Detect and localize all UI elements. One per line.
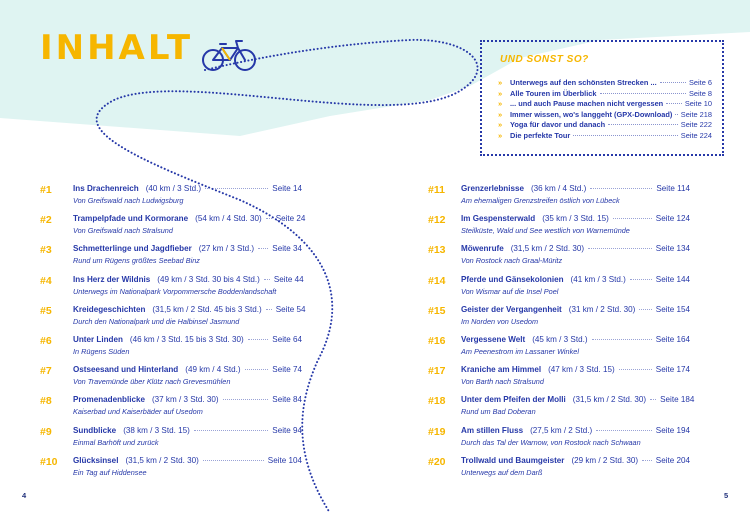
tour-number: #12: [428, 214, 446, 227]
tour-meta: (27,5 km / 2 Std.): [530, 425, 593, 435]
double-chevron-icon: »: [498, 99, 503, 109]
tour-number: #17: [428, 365, 446, 378]
page-number-left: 4: [22, 491, 27, 500]
sidebox-link-label: Immer wissen, wo's langgeht (GPX-Download): [510, 109, 673, 119]
tour-number: #18: [428, 395, 446, 408]
tour-number: #9: [40, 425, 52, 438]
toc-entry[interactable]: [428, 184, 690, 214]
tour-title: Pferde und Gänsekolonien: [461, 274, 564, 284]
tour-page: Seite 74: [272, 365, 302, 375]
tour-meta: (49 km / 4 Std.): [185, 365, 241, 375]
sidebox-link-label: Unterwegs auf den schönsten Strecken ...: [510, 78, 657, 87]
tour-page: Seite 64: [272, 334, 302, 344]
tour-number: #10: [40, 455, 58, 468]
page-title: INHALT: [40, 28, 194, 68]
tour-number: #7: [40, 365, 52, 378]
toc-column-right: [428, 184, 695, 486]
toc-entry[interactable]: [40, 456, 302, 486]
tour-page: Seite 204: [655, 455, 690, 465]
toc-entry[interactable]: [428, 426, 690, 456]
tour-subtitle: Steilküste, Wald und See westlich von Warnemünde: [461, 226, 630, 236]
sidebox-link[interactable]: [498, 110, 712, 121]
tour-number: #1: [40, 184, 52, 196]
tour-number: #16: [428, 334, 446, 347]
tour-title: Sundblicke: [73, 425, 117, 435]
toc-entry[interactable]: [40, 426, 302, 456]
sidebox-link-label: Alle Touren im Überblick: [510, 88, 597, 98]
tour-meta: (45 km / 3 Std.): [532, 334, 588, 344]
tour-meta: (31,5 km / 2 Std. 30): [510, 244, 585, 254]
tour-page: Seite 124: [655, 214, 690, 224]
tour-page: Seite 164: [655, 334, 690, 344]
tour-meta: (54 km / 4 Std. 30): [195, 214, 262, 224]
tour-title: Unter dem Pfeifen der Molli: [461, 395, 566, 405]
tour-page: Seite 154: [655, 304, 690, 314]
tour-meta: (49 km / 3 Std. 30 bis 4 Std.): [157, 274, 260, 284]
toc-entry[interactable]: [40, 395, 302, 425]
tour-page: Seite 34: [272, 244, 302, 254]
sidebox-link-page: Seite 6: [688, 78, 712, 87]
tour-title: Ins Drachenreich: [73, 184, 139, 193]
tour-meta: (38 km / 3 Std. 15): [123, 425, 190, 435]
toc-entry[interactable]: [40, 304, 306, 335]
tour-meta: (31,5 km / 2 Std. 30): [572, 395, 647, 405]
tour-title: Kraniche am Himmel: [461, 365, 542, 375]
tour-title: Ostseesand und Hinterland: [73, 365, 179, 375]
tour-title: Möwenrufe: [461, 244, 504, 254]
tour-page: Seite 94: [272, 425, 302, 435]
tour-subtitle: Von Barth nach Stralsund: [461, 377, 544, 387]
tour-number: #13: [428, 244, 446, 257]
sidebox-link-label: Die perfekte Tour: [510, 130, 571, 140]
tour-subtitle: Am Peenestrom im Lassaner Winkel: [461, 346, 579, 356]
tour-page: Seite 14: [272, 184, 302, 193]
tour-page: Seite 174: [655, 365, 690, 375]
tour-meta: (27 km / 3 Std.): [198, 244, 255, 254]
tour-page: Seite 24: [275, 214, 306, 224]
tour-subtitle: Von Greifswald nach Stralsund: [73, 226, 173, 236]
toc-entry[interactable]: [428, 395, 695, 425]
sidebox-link-page: Seite 224: [680, 130, 712, 140]
tour-subtitle: Kaiserbad und Kaiserbäder auf Usedom: [73, 407, 203, 417]
toc-entry[interactable]: [40, 244, 302, 274]
toc-column-left: [40, 184, 306, 486]
tour-subtitle: Am ehemaligen Grenzstreifen östlich von Lübeck: [461, 196, 620, 205]
sidebox-link-page: Seite 8: [688, 88, 712, 98]
tour-page: Seite 134: [655, 244, 690, 254]
tour-title: Ins Herz der Wildnis: [73, 274, 151, 284]
tour-number: #15: [428, 304, 446, 317]
tour-subtitle: Im Norden von Usedom: [461, 316, 539, 326]
toc-entry[interactable]: [428, 214, 690, 244]
tour-page: Seite 114: [656, 184, 690, 193]
tour-title: Geister der Vergangenheit: [461, 304, 562, 314]
tour-meta: (40 km / 3 Std.): [145, 184, 202, 193]
tour-page: Seite 54: [275, 304, 306, 314]
bicycle-icon: [200, 36, 258, 72]
tour-page: Seite 144: [655, 274, 690, 284]
sidebox-link-page: Seite 222: [680, 120, 712, 130]
tour-title: Kreidegeschichten: [73, 304, 146, 314]
tour-subtitle: Rund um Bad Doberan: [461, 407, 536, 417]
tour-title: Trollwald und Baumgeister: [461, 455, 565, 465]
tour-subtitle: Einmal Barhöft und zurück: [73, 437, 159, 447]
toc-entry[interactable]: [428, 305, 690, 335]
tour-title: Promenadenblicke: [73, 395, 145, 405]
toc-entry[interactable]: [40, 184, 302, 214]
tour-title: Am stillen Fluss: [461, 425, 524, 435]
tour-page: Seite 184: [660, 395, 695, 405]
tour-meta: (31 km / 2 Std. 30): [568, 304, 636, 314]
tour-meta: (31,5 km / 2 Std. 45 bis 3 Std.): [152, 304, 262, 314]
sidebox-link[interactable]: [498, 78, 712, 89]
tour-number: #2: [40, 214, 52, 227]
sidebox-link[interactable]: [498, 89, 712, 100]
tour-number: #20: [428, 455, 446, 468]
sidebox-title: UND SONST SO?: [500, 54, 589, 65]
tour-meta: (31,5 km / 2 Std. 30): [125, 455, 199, 465]
toc-entry[interactable]: [428, 275, 690, 305]
tour-number: #6: [40, 334, 52, 347]
tour-number: #11: [428, 184, 445, 196]
tour-meta: (46 km / 3 Std. 15 bis 3 Std. 30): [129, 334, 244, 344]
tour-meta: (41 km / 3 Std.): [570, 274, 626, 284]
tour-subtitle: Ein Tag auf Hiddensee: [73, 467, 147, 477]
tour-subtitle: Rund um Rügens größtes Seebad Binz: [73, 256, 200, 266]
sidebox-link[interactable]: [498, 131, 712, 142]
sidebox-link[interactable]: [498, 99, 712, 110]
tour-subtitle: Unterwegs im Nationalpark Vorpommersche Boddenlandschaft: [73, 286, 277, 296]
tour-title: Vergessene Welt: [461, 334, 526, 344]
sidebox-link-label: ... und auch Pause machen nicht vergessen: [510, 99, 664, 109]
tour-subtitle: Von Travemünde über Klütz nach Grevesmühlen: [73, 377, 231, 387]
toc-entry[interactable]: [428, 456, 690, 486]
tour-subtitle: Unterwegs auf dem Darß: [461, 467, 543, 477]
tour-page: Seite 84: [272, 395, 302, 405]
tour-number: #4: [40, 274, 52, 287]
sidebox-list: [498, 78, 712, 142]
double-chevron-icon: »: [498, 120, 503, 130]
tour-title: Schmetterlinge und Jagdfieber: [73, 244, 192, 254]
tour-subtitle: Von Greifswald nach Ludwigsburg: [73, 196, 184, 205]
tour-subtitle: Von Rostock nach Graal-Müritz: [461, 256, 563, 266]
tour-title: Glücksinsel: [73, 455, 119, 465]
double-chevron-icon: »: [498, 109, 503, 119]
tour-meta: (36 km / 4 Std.): [530, 184, 587, 193]
sidebox-link[interactable]: [498, 120, 712, 131]
tour-number: #14: [428, 274, 446, 287]
page-number-right: 5: [724, 491, 729, 500]
tour-page: Seite 104: [267, 455, 302, 465]
tour-subtitle: In Rügens Süden: [73, 346, 130, 356]
tour-page: Seite 194: [655, 425, 690, 435]
tour-page: Seite 44: [273, 274, 304, 284]
double-chevron-icon: »: [498, 88, 503, 98]
tour-title: Trampelpfade und Kormorane: [73, 214, 189, 224]
tour-subtitle: Von Wismar auf die Insel Poel: [461, 286, 559, 296]
tour-number: #8: [40, 395, 52, 408]
sidebox-link-page: Seite 10: [684, 99, 712, 109]
toc-entry[interactable]: [40, 335, 302, 365]
toc-entry[interactable]: [40, 214, 306, 244]
tour-meta: (37 km / 3 Std. 30): [151, 395, 219, 405]
sidebox-link-label: Yoga für davor und danach: [510, 120, 606, 130]
tour-title: Unter Linden: [73, 334, 123, 344]
tour-number: #5: [40, 304, 52, 317]
sidebox: [480, 40, 724, 156]
toc-entry[interactable]: [40, 365, 302, 395]
tour-subtitle: Durch den Nationalpark und die Halbinsel Jasmund: [73, 316, 240, 326]
tour-number: #3: [40, 244, 52, 257]
double-chevron-icon: »: [498, 130, 503, 140]
double-chevron-icon: »: [498, 78, 503, 87]
toc-entry[interactable]: [428, 335, 690, 365]
toc-entry[interactable]: [40, 275, 302, 305]
sidebox-link-page: Seite 218: [680, 109, 712, 119]
toc-entry[interactable]: [428, 244, 690, 274]
tour-title: Im Gespensterwald: [461, 214, 536, 224]
tour-meta: (29 km / 2 Std. 30): [571, 455, 639, 465]
tour-number: #19: [428, 425, 446, 438]
tour-subtitle: Durch das Tal der Warnow, von Rostock nach Schwaan: [461, 437, 641, 447]
tour-title: Grenzerlebnisse: [461, 184, 524, 193]
tour-meta: (35 km / 3 Std. 15): [542, 214, 609, 224]
toc-entry[interactable]: [428, 365, 690, 395]
tour-meta: (47 km / 3 Std. 15): [548, 365, 615, 375]
